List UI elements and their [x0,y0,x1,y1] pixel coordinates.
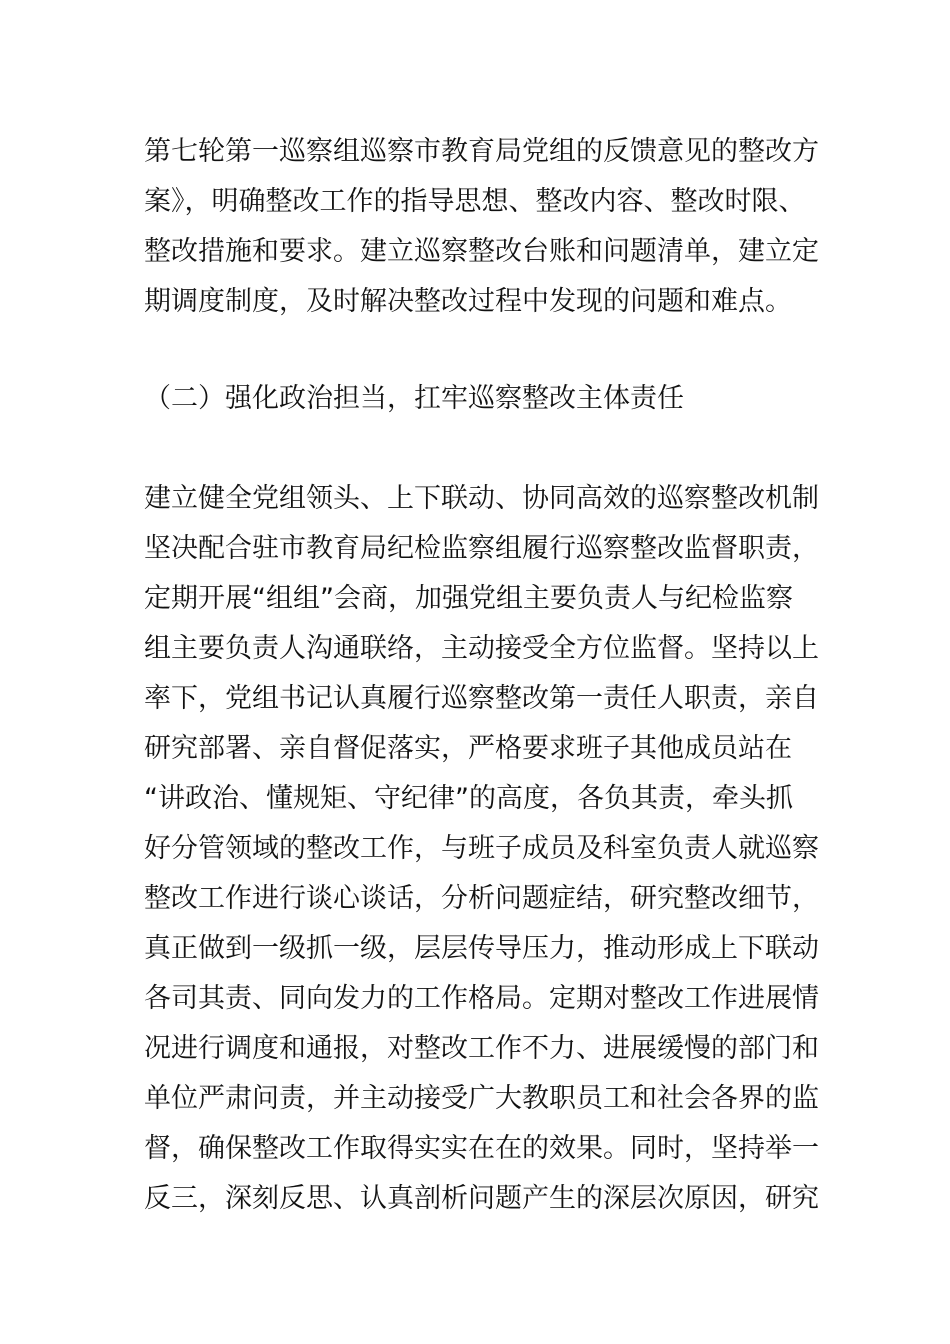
paragraph-2-line: 建立健全党组领头、上下联动、协同高效的巡察整改机制 [144,483,819,514]
paragraph-2-line: 各司其责、同向发力的工作格局。定期对整改工作进展情 [144,983,819,1014]
paragraph-2-line: 定期开展“组组”会商，加强党组主要负责人与纪检监察 [144,583,793,614]
paragraph-2-line: 研究部署、亲自督促落实，严格要求班子其他成员站在 [144,733,792,764]
paragraph-2-line: 真正做到一级抓一级，层层传导压力，推动形成上下联动 [144,933,819,964]
paragraph-2-line: 单位严肃问责，并主动接受广大教职员工和社会各界的监 [144,1083,819,1114]
paragraph-2-line: “讲政治、懂规矩、守纪律”的高度，各负其责，牵头抓 [144,783,793,814]
paragraph-2-line: 况进行调度和通报，对整改工作不力、进展缓慢的部门和 [144,1033,819,1064]
paragraph-1-line: 期调度制度，及时解决整改过程中发现的问题和难点。 [144,286,792,317]
paragraph-2-line: 率下，党组书记认真履行巡察整改第一责任人职责，亲自 [144,683,819,714]
paragraph-2-line: 督，确保整改工作取得实实在在的效果。同时，坚持举一 [144,1133,819,1164]
paragraph-2-line: 整改工作进行谈心谈话，分析问题症结，研究整改细节， [144,883,819,914]
paragraph-2-line: 坚决配合驻市教育局纪检监察组履行巡察整改监督职责， [144,533,819,564]
paragraph-2-line: 组主要负责人沟通联络，主动接受全方位监督。坚持以上 [144,633,819,664]
section-heading: （二）强化政治担当，扛牢巡察整改主体责任 [144,383,684,414]
paragraph-1-line: 整改措施和要求。建立巡察整改台账和问题清单，建立定 [144,236,819,267]
paragraph-2-line: 反三，深刻反思、认真剖析问题产生的深层次原因，研究 [144,1183,819,1214]
paragraph-1-line: 案》，明确整改工作的指导思想、整改内容、整改时限、 [144,186,806,217]
paragraph-2-line: 好分管领域的整改工作，与班子成员及科室负责人就巡察 [144,833,819,864]
paragraph-1-line: 第七轮第一巡察组巡察市教育局党组的反馈意见的整改方 [144,136,819,167]
